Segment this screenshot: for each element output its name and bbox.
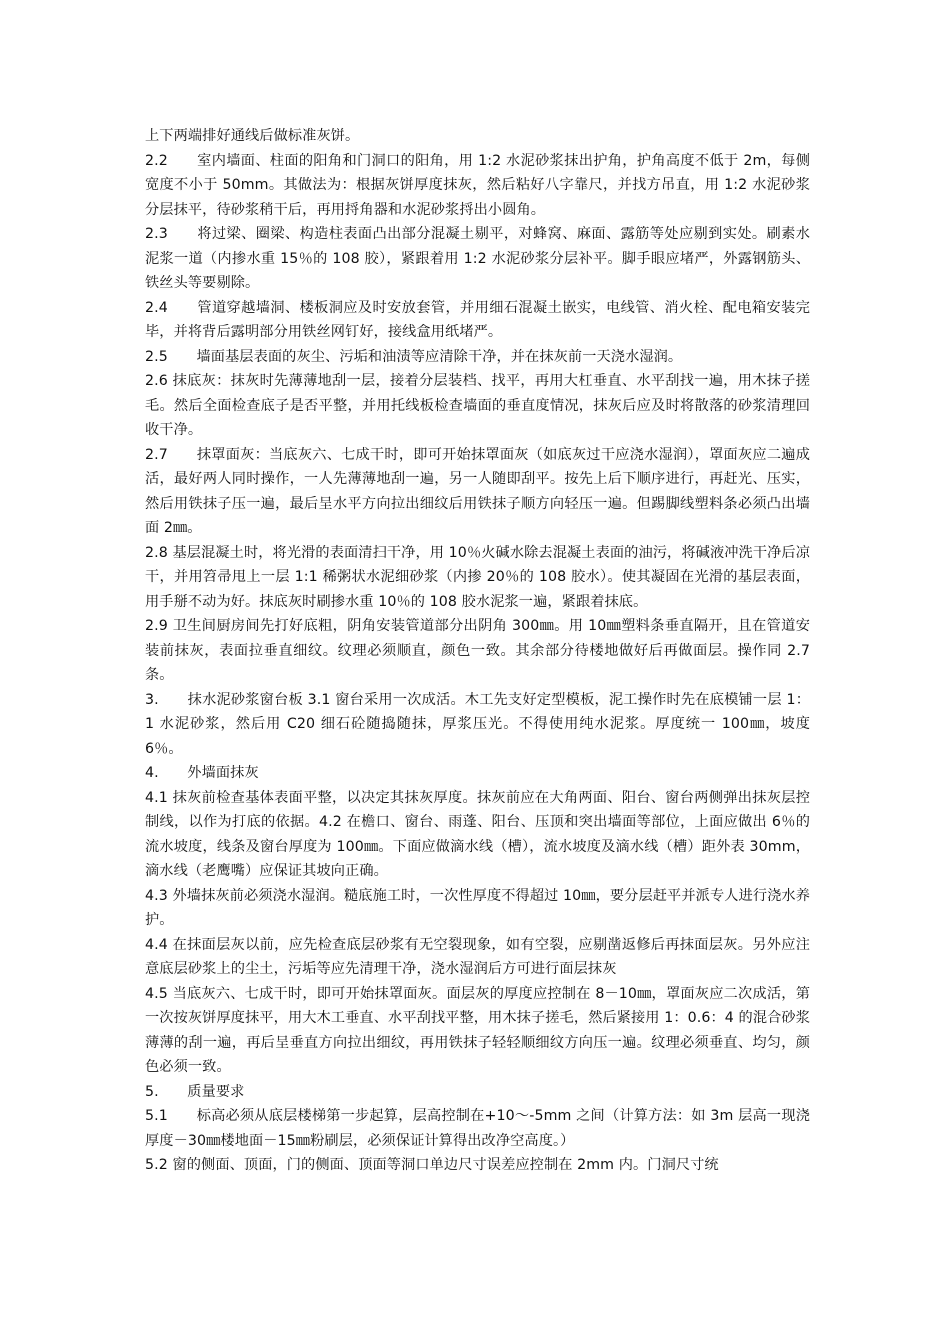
paragraph-4-3: 4.3 外墙抹灰前必须浇水湿润。糙底施工时，一次性厚度不得超过 10㎜，要分层赶平并派专人进行浇水养护。 xyxy=(145,887,810,928)
paragraph-5-2: 5.2 窗的侧面、顶面，门的侧面、顶面等洞口单边尺寸误差应控制在 2mm 内。门洞尺寸统 xyxy=(145,1157,719,1173)
paragraph-5-1: 5.1 标高必须从底层楼梯第一步起算，层高控制在+10～-5mm 之间（计算方法：如 3m 层高一现浇厚度－30㎜楼地面－15㎜粉刷层，必须保证计算得出改净空高度。） xyxy=(145,1108,810,1149)
paragraph-2-4: 2.4 管道穿越墙洞、楼板洞应及时安放套管，并用细石混凝土嵌实，电线管、消火栓、配电箱安装完毕，并将背后露明部分用铁丝网钉好，接线盒用纸堵严。 xyxy=(145,299,810,340)
paragraph-2-7: 2.7 抹罩面灰：当底灰六、七成干时，即可开始抹罩面灰（如底灰过干应浇水湿润），罩面灰应二遍成活，最好两人同时操作，一人先薄薄地刮一遍，另一人随即刮平。按先上后下顺序进行，再赶光、压实，然后用铁抹子压一遍，最后呈水平方向拉出细纹后用铁抹子顺方向轻压一遍。但踢脚线塑料条必须凸出墙面 2㎜。 xyxy=(145,446,810,536)
paragraph-3: 3. 抹水泥砂浆窗台板 3.1 窗台采用一次成活。木工先支好定型模板，泥工操作时先在底模铺一层 1：1 水泥砂浆，然后用 C20 细石砼随捣随抹，厚浆压光。不得使用纯水泥浆。厚度统一 100㎜，坡度 6％。 xyxy=(145,691,810,757)
document-body xyxy=(145,124,810,1178)
heading-5: 5. 质量要求 xyxy=(145,1083,245,1100)
paragraph-0: 上下两端排好通线后做标准灰饼。 xyxy=(145,128,360,144)
paragraph-4-1: 4.1 抹灰前检查基体表面平整，以决定其抹灰厚度。抹灰前应在大角两面、阳台、窗台两侧弹出抹灰层控制线，以作为打底的依据。4.2 在檐口、窗台、雨蓬、阳台、压顶和突出墙面等部位，上面应做出 6％的流水坡度，线条及窗台厚度为 100㎜。下面应做滴水线（槽），流水坡度及滴水线（槽）距外表 30mm，滴水线（老鹰嘴）应保证其坡向正确。 xyxy=(145,789,810,879)
paragraph-2-8: 2.8 基层混凝土时，将光滑的表面清扫干净，用 10％火碱水除去混凝土表面的油污，将碱液冲洗干净后凉干，并用笤帚甩上一层 1:1 稀粥状水泥细砂浆（内掺 20％的 108 胶水）。使其凝固在光滑的基层表面，用手掰不动为好。抹底灰时刷掺水重 10％的 108 胶水泥浆一遍，紧跟着抹底。 xyxy=(145,544,810,610)
paragraph-4-4: 4.4 在抹面层灰以前，应先检查底层砂浆有无空裂现象，如有空裂，应剔凿返修后再抹面层灰。另外应注意底层砂浆上的尘土，污垢等应先清理干净，浇水湿润后方可进行面层抹灰 xyxy=(145,936,810,977)
paragraph-4-5: 4.5 当底灰六、七成干时，即可开始抹罩面灰。面层灰的厚度应控制在 8－10㎜，罩面灰应二次成活，第一次按灰饼厚度抹平，用大木工垂直、水平刮找平整，用木抹子搓毛，然后紧接用 1：0.6：4 的混合砂浆薄薄的刮一遍，再后呈垂直方向拉出细纹，再用铁抹子轻轻顺细纹方向压一遍。纹理必须垂直、均匀，颜色必须一致。 xyxy=(145,985,810,1075)
paragraph-2-2: 2.2 室内墙面、柱面的阳角和门洞口的阳角，用 1:2 水泥砂浆抹出护角，护角高度不低于 2m，每侧宽度不小于 50mm。其做法为：根据灰饼厚度抹灰，然后粘好八字靠尺，并找方吊直，用 1:2 水泥砂浆分层抹平，待砂浆稍干后，再用捋角器和水泥砂浆捋出小圆角。 xyxy=(145,152,810,218)
paragraph-2-6: 2.6 抹底灰：抹灰时先薄薄地刮一层，接着分层装档、找平，再用大杠垂直、水平刮找一遍，用木抹子搓毛。然后全面检查底子是否平整，并用托线板检查墙面的垂直度情况，抹灰后应及时将散落的砂浆清理回收干净。 xyxy=(145,373,810,438)
paragraph-2-5: 2.5 墙面基层表面的灰尘、污垢和油渍等应清除干净，并在抹灰前一天浇水湿润。 xyxy=(145,348,683,365)
heading-4: 4. 外墙面抹灰 xyxy=(145,765,259,781)
paragraph-2-9: 2.9 卫生间厨房间先打好底粗，阴角安装管道部分出阴角 300㎜。用 10㎜塑料条垂直隔开，且在管道安装前抹灰，表面拉垂直细纹。纹理必须顺直，颜色一致。其余部分待楼地做好后再做面层。操作同 2.7 条。 xyxy=(145,618,810,683)
paragraph-2-3: 2.3 将过梁、圈梁、构造柱表面凸出部分混凝土剔平，对蜂窝、麻面、露筋等处应剔到实处。刷素水泥浆一道（内掺水重 15％的 108 胶），紧跟着用 1:2 水泥砂浆分层补平。脚手眼应堵严，外露钢筋头、铁丝头等要剔除。 xyxy=(145,226,810,291)
